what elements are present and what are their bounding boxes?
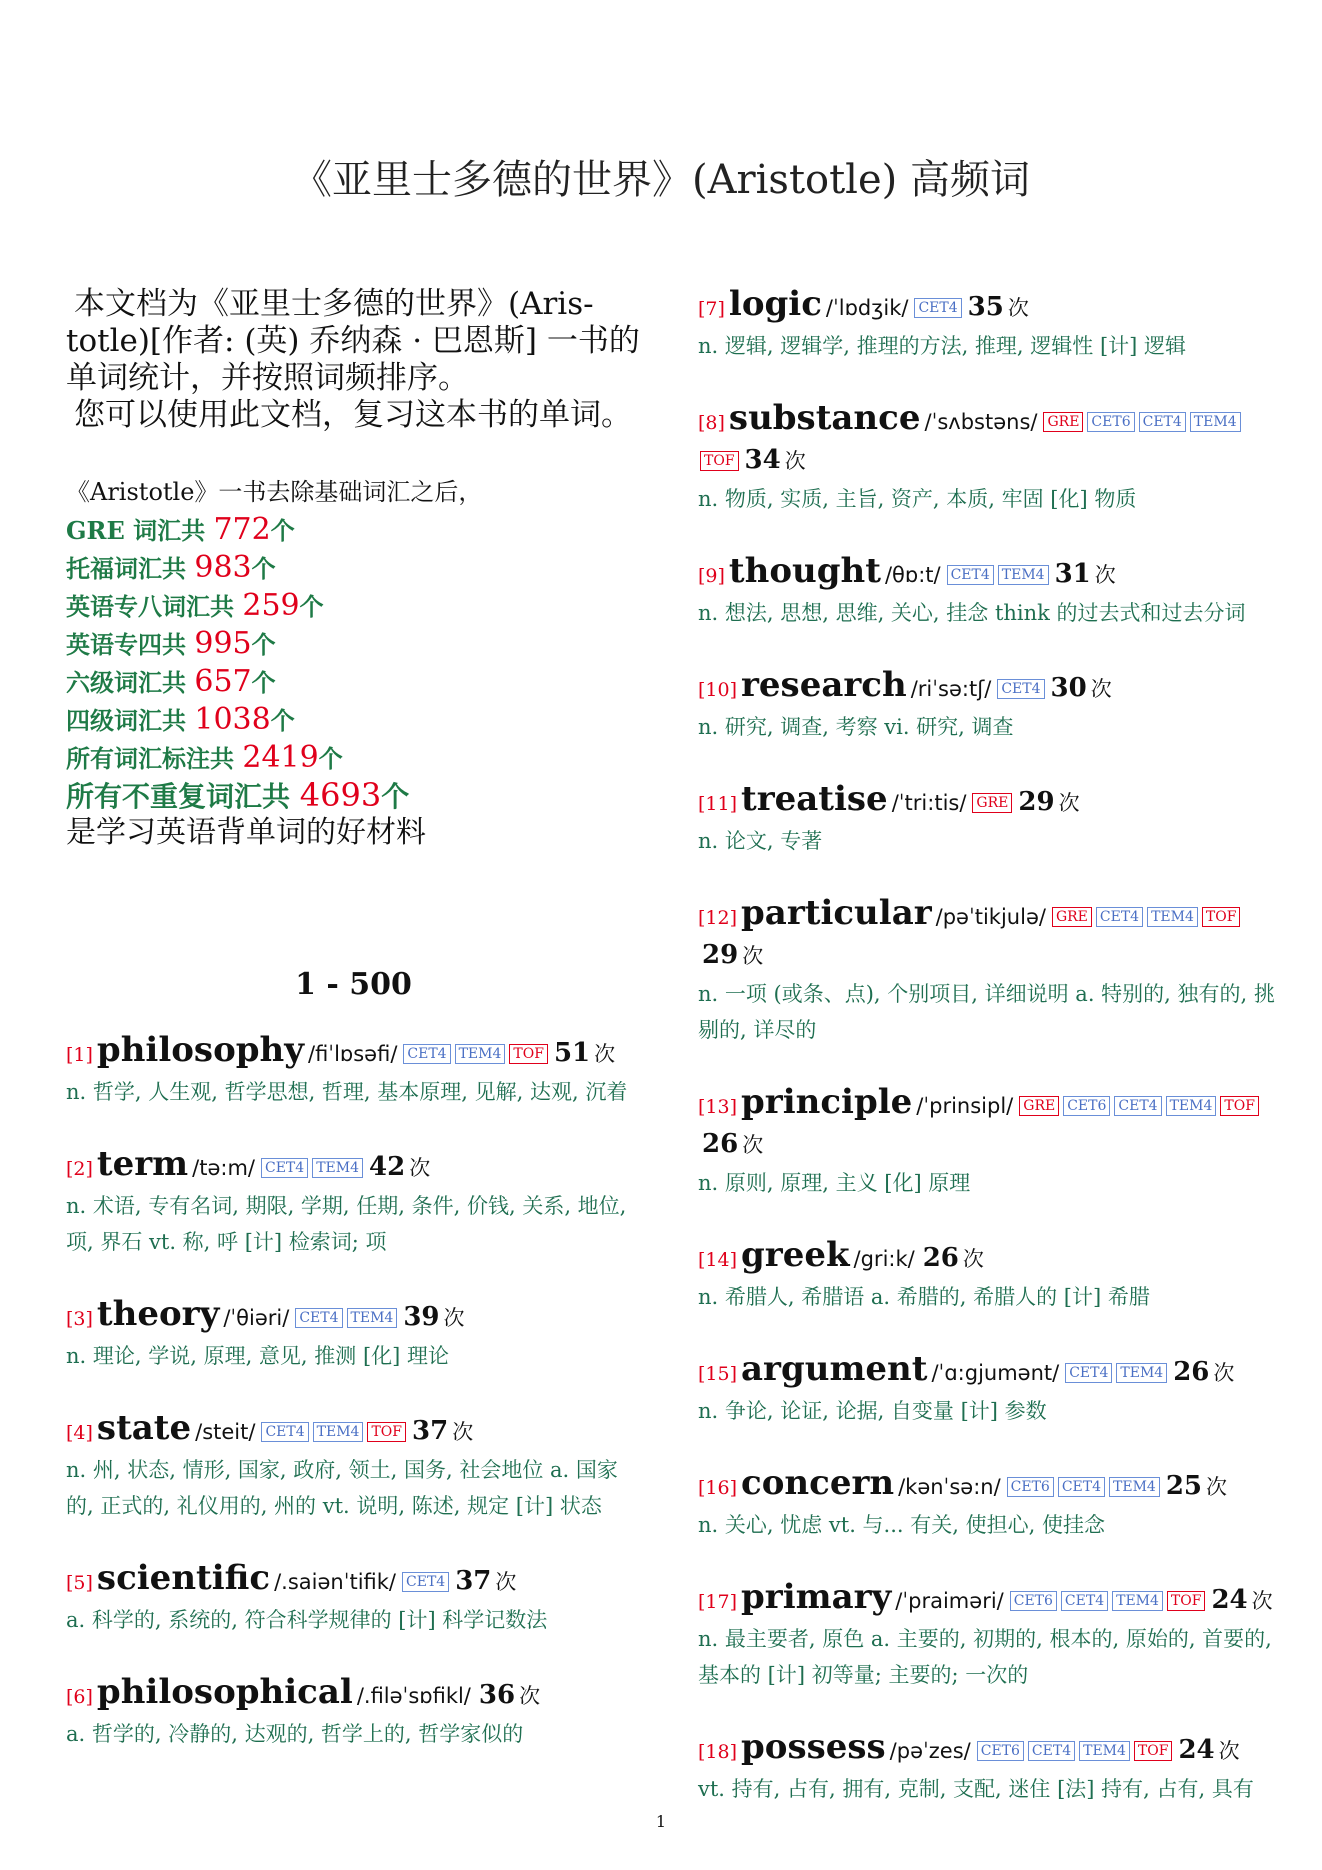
entry-count-unit: 次: [1090, 677, 1112, 701]
entry-count-unit: 次: [1094, 563, 1116, 587]
word-entry: [698, 1237, 1278, 1315]
entry-count: 37: [455, 1566, 492, 1596]
exam-tag-badge: TEM4: [1079, 1741, 1130, 1761]
entry-definition: vt. 持有, 占有, 拥有, 克制, 支配, 迷住 [法] 持有, 占有, 具有: [698, 1777, 1254, 1801]
entry-count-unit: 次: [1058, 791, 1080, 815]
stat-label: 六级词汇共: [66, 668, 195, 697]
entry-count: 36: [478, 1680, 516, 1710]
entry-count: 34: [744, 445, 781, 475]
left-column: [66, 286, 641, 1788]
entry-phonetic: /fiˈlɒsəfi/: [308, 1042, 398, 1066]
entry-count: 30: [1050, 673, 1087, 703]
entry-definition: n. 想法, 思想, 思维, 关心, 挂念 think 的过去式和过去分词: [698, 601, 1246, 625]
stat-row: [66, 549, 641, 587]
entry-definition: n. 争论, 论证, 论据, 自变量 [计] 参数: [698, 1399, 1047, 1423]
entry-count: 26: [702, 1129, 739, 1159]
entry-index: [10]: [698, 679, 738, 701]
exam-tag-badge: TEM4: [1190, 412, 1241, 432]
stat-count: 2419: [242, 740, 319, 775]
entry-head: [698, 895, 1278, 976]
exam-tag-badge: TEM4: [1109, 1477, 1160, 1497]
entry-index: [14]: [698, 1249, 738, 1271]
entry-count: 31: [1054, 559, 1091, 589]
word-entry: [698, 895, 1278, 1048]
entry-index: [9]: [698, 565, 725, 587]
exam-tag-badge: CET4: [1058, 1477, 1105, 1497]
exam-tag-badge: GRE: [972, 793, 1012, 813]
stat-label: 英语专四共: [66, 630, 195, 659]
entry-phonetic: /gri:k/: [853, 1247, 915, 1271]
stat-row: [66, 511, 641, 549]
entry-definition: n. 原则, 原理, 主义 [化] 原理: [698, 1171, 971, 1195]
entry-phonetic: /ˈsʌbstəns/: [924, 410, 1038, 434]
entry-index: [3]: [66, 1308, 93, 1330]
entry-count: 24: [1178, 1735, 1215, 1765]
exam-tag-badge: GRE: [1052, 907, 1092, 927]
stat-count: 657: [194, 664, 252, 699]
entry-word: scientific: [96, 1558, 271, 1598]
entry-count-unit: 次: [742, 1133, 764, 1157]
page-title: 《亚里士多德的世界》(Aristotle) 高频词: [292, 157, 1030, 203]
entry-phonetic: /riˈsə:tʃ/: [910, 677, 992, 701]
entry-head: [66, 1410, 641, 1452]
entry-head: [698, 1351, 1278, 1393]
exam-tag-badge: CET4: [997, 679, 1044, 699]
entry-count: 24: [1211, 1585, 1248, 1615]
entry-count: 35: [967, 292, 1004, 322]
stat-suffix: 个: [251, 554, 276, 583]
stat-suffix: 个: [251, 630, 276, 659]
entry-index: [15]: [698, 1363, 738, 1385]
exam-tag-badge: GRE: [1043, 412, 1083, 432]
stat-label: GRE 词汇共: [66, 516, 214, 545]
entry-word: thought: [728, 551, 881, 591]
entry-word: particular: [741, 893, 932, 933]
entry-count-unit: 次: [409, 1156, 431, 1180]
word-entry: [698, 667, 1278, 745]
exam-tag-badge: CET4: [261, 1158, 308, 1178]
entry-count-unit: 次: [1213, 1361, 1235, 1385]
entry-index: [1]: [66, 1044, 93, 1066]
stat-count: 259: [242, 588, 300, 623]
exam-tag-badge: CET4: [1139, 412, 1186, 432]
exam-tag-badge: TOF: [1202, 907, 1241, 927]
exam-tag-badge: CET4: [1114, 1096, 1161, 1116]
word-entry: [698, 400, 1278, 517]
entry-head: [66, 1296, 641, 1338]
stat-row: [66, 663, 641, 701]
entry-head: [66, 1560, 641, 1602]
entry-phonetic: /tə:m/: [192, 1156, 255, 1180]
entry-phonetic: /ˈθiəri/: [223, 1306, 290, 1330]
exam-tag-badge: CET4: [403, 1044, 450, 1064]
entry-count-unit: 次: [1218, 1739, 1240, 1763]
entry-phonetic: /ˈpraiməri/: [895, 1589, 1004, 1613]
entry-word: philosophy: [96, 1030, 304, 1070]
exam-tag-badge: CET4: [1065, 1363, 1112, 1383]
entry-definition: n. 希腊人, 希腊语 a. 希腊的, 希腊人的 [计] 希腊: [698, 1285, 1150, 1309]
word-entry: [698, 781, 1278, 859]
exam-tag-badge: CET4: [1028, 1741, 1075, 1761]
entry-definition: n. 州, 状态, 情形, 国家, 政府, 领土, 国务, 社会地位 a. 国家的, 正式的, 礼仪用的, 州的 vt. 说明, 陈述, 规定 [计] 状态: [66, 1458, 618, 1518]
entry-index: [13]: [698, 1096, 738, 1118]
entry-index: [16]: [698, 1477, 738, 1499]
entry-index: [8]: [698, 412, 725, 434]
entry-word: state: [96, 1408, 192, 1448]
right-column: [698, 286, 1278, 1843]
entry-count-unit: 次: [594, 1042, 616, 1066]
entry-word: philosophical: [96, 1672, 353, 1712]
entry-count: 51: [553, 1038, 591, 1068]
exam-tag-badge: TEM4: [1166, 1096, 1217, 1116]
stat-count: 995: [194, 626, 252, 661]
entry-word: treatise: [741, 779, 888, 819]
entry-word: research: [741, 665, 907, 705]
entry-index: [18]: [698, 1741, 738, 1763]
exam-tag-badge: TOF: [509, 1044, 548, 1064]
entry-phonetic: /kənˈsə:n/: [898, 1475, 1001, 1499]
exam-tag-badge: CET4: [1061, 1591, 1108, 1611]
word-entry: [698, 286, 1278, 364]
stats-list: [66, 511, 641, 815]
exam-tag-badge: TOF: [700, 451, 739, 471]
word-entry: [698, 1084, 1278, 1201]
exam-tag-badge: TEM4: [312, 1158, 363, 1178]
stat-label: 英语专八词汇共: [66, 592, 243, 621]
entry-count-unit: 次: [443, 1306, 465, 1330]
entry-word: argument: [741, 1349, 928, 1389]
left-entries: [66, 1032, 641, 1752]
exam-tag-badge: CET6: [1063, 1096, 1110, 1116]
entry-definition: n. 哲学, 人生观, 哲学思想, 哲理, 基本原理, 见解, 达观, 沉着: [66, 1080, 628, 1104]
intro-line-2: 您可以使用此文档，复习这本书的单词。: [74, 397, 632, 433]
exam-tag-badge: TEM4: [313, 1422, 364, 1442]
entry-head: [66, 1674, 641, 1716]
word-entry: [698, 1579, 1278, 1693]
entry-count: 26: [922, 1243, 959, 1273]
entry-count: 26: [1173, 1357, 1210, 1387]
entry-count: 37: [412, 1416, 449, 1446]
entry-count-unit: 次: [519, 1684, 541, 1708]
word-entry: [698, 1465, 1278, 1543]
exam-tag-badge: TOF: [1220, 1096, 1259, 1116]
stats-lead: 《Aristotle》一书去除基础词汇之后，: [66, 478, 483, 506]
stat-suffix: 个: [381, 780, 410, 813]
entry-definition: n. 最主要者, 原色 a. 主要的, 初期的, 根本的, 原始的, 首要的, 基本的 [计] 初等量; 主要的; 一次的: [698, 1627, 1272, 1687]
word-entry: [698, 1729, 1278, 1807]
entry-index: [12]: [698, 907, 738, 929]
entry-head: [66, 1032, 641, 1074]
entry-count-unit: 次: [742, 944, 764, 968]
entry-definition: n. 论文, 专著: [698, 829, 823, 853]
entry-count: 29: [1018, 787, 1055, 817]
stat-row: [66, 739, 641, 777]
entry-phonetic: /.filəˈsɒfikl/: [356, 1684, 471, 1708]
exam-tag-badge: CET4: [1096, 907, 1143, 927]
entry-index: [17]: [698, 1591, 738, 1613]
entry-count-unit: 次: [1007, 296, 1029, 320]
stat-row: [66, 587, 641, 625]
entry-phonetic: /ˈtri:tis/: [891, 791, 967, 815]
entry-head: [698, 286, 1278, 328]
entry-word: primary: [741, 1577, 892, 1617]
entry-head: [698, 667, 1278, 709]
stat-suffix: 个: [318, 744, 343, 773]
exam-tag-badge: TEM4: [455, 1044, 506, 1064]
entry-index: [5]: [66, 1572, 93, 1594]
exam-tag-badge: CET4: [914, 298, 961, 318]
entry-count-unit: 次: [1206, 1475, 1228, 1499]
entry-definition: n. 术语, 专有名词, 期限, 学期, 任期, 条件, 价钱, 关系, 地位, 项, 界石 vt. 称, 呼 [计] 检索词; 项: [66, 1194, 627, 1254]
right-entries: [698, 286, 1278, 1807]
entry-index: [4]: [66, 1422, 93, 1444]
entry-head: [698, 1465, 1278, 1507]
stat-suffix: 个: [299, 592, 324, 621]
stat-label: 所有词汇标注共: [66, 744, 243, 773]
word-entry: [66, 1296, 641, 1374]
exam-tag-badge: TEM4: [347, 1308, 398, 1328]
entry-word: greek: [741, 1235, 850, 1275]
entry-count-unit: 次: [784, 449, 806, 473]
stat-count: 1038: [194, 702, 271, 737]
entry-count: 42: [369, 1152, 406, 1182]
stat-count: 772: [213, 512, 271, 547]
exam-tag-badge: TEM4: [1147, 907, 1198, 927]
entry-definition: a. 科学的, 系统的, 符合科学规律的 [计] 科学记数法: [66, 1608, 548, 1632]
stat-suffix: 个: [251, 668, 276, 697]
entry-word: concern: [741, 1463, 895, 1503]
entry-word: logic: [728, 284, 822, 324]
entry-head: [698, 1579, 1278, 1621]
stats-block: [66, 474, 641, 851]
exam-tag-badge: CET6: [1007, 1477, 1054, 1497]
entry-index: [2]: [66, 1158, 93, 1180]
entry-count-unit: 次: [1251, 1589, 1273, 1613]
entry-count-unit: 次: [452, 1420, 474, 1444]
word-entry: [66, 1560, 641, 1638]
entry-definition: n. 逻辑, 逻辑学, 推理的方法, 推理, 逻辑性 [计] 逻辑: [698, 334, 1187, 358]
entry-head: [66, 1146, 641, 1188]
exam-tag-badge: TEM4: [1116, 1363, 1167, 1383]
word-entry: [66, 1146, 641, 1260]
entry-phonetic: /pəˈtikjulə/: [935, 905, 1046, 929]
entry-definition: a. 哲学的, 冷静的, 达观的, 哲学上的, 哲学家似的: [66, 1722, 524, 1746]
entry-count: 29: [702, 940, 739, 970]
entry-definition: n. 理论, 学说, 原理, 意见, 推测 [化] 理论: [66, 1344, 450, 1368]
entry-phonetic: /ˈprinsipl/: [916, 1094, 1014, 1118]
entry-phonetic: /θɒ:t/: [884, 563, 941, 587]
entry-head: [698, 1729, 1278, 1771]
stat-count: 983: [194, 550, 252, 585]
intro-line-1: 本文档为《亚里士多德的世界》(Aris-totle)[作者: (英) 乔纳森 · 巴恩斯] 一书的单词统计，并按照词频排序。: [66, 286, 640, 396]
word-entry: [66, 1410, 641, 1524]
entry-count: 39: [403, 1302, 440, 1332]
entry-word: substance: [728, 398, 921, 438]
exam-tag-badge: TEM4: [998, 565, 1049, 585]
word-entry: [66, 1032, 641, 1110]
entry-phonetic: /ˈɑ:gjumənt/: [931, 1361, 1060, 1385]
entry-count-unit: 次: [495, 1570, 517, 1594]
stat-row: [66, 777, 641, 815]
stat-row: [66, 701, 641, 739]
stat-row: [66, 625, 641, 663]
word-entry: [66, 1674, 641, 1752]
exam-tag-badge: TOF: [1167, 1591, 1206, 1611]
entry-head: [698, 781, 1278, 823]
entry-phonetic: /steit/: [195, 1420, 256, 1444]
stat-suffix: 个: [270, 516, 295, 545]
entry-index: [11]: [698, 793, 738, 815]
exam-tag-badge: CET6: [1010, 1591, 1057, 1611]
entry-phonetic: /ˈlɒdʒik/: [825, 296, 909, 320]
entry-count-unit: 次: [962, 1247, 984, 1271]
entry-head: [698, 1084, 1278, 1165]
entry-definition: n. 物质, 实质, 主旨, 资产, 本质, 牢固 [化] 物质: [698, 487, 1137, 511]
stats-tail: 是学习英语背单词的好材料: [66, 815, 426, 850]
exam-tag-badge: CET4: [947, 565, 994, 585]
exam-tag-badge: TOF: [367, 1422, 406, 1442]
entry-index: [6]: [66, 1686, 93, 1708]
entry-count: 25: [1165, 1471, 1203, 1501]
exam-tag-badge: TEM4: [1112, 1591, 1163, 1611]
exam-tag-badge: CET4: [295, 1308, 342, 1328]
exam-tag-badge: CET4: [402, 1572, 449, 1592]
exam-tag-badge: CET6: [977, 1741, 1024, 1761]
entry-head: [698, 1237, 1278, 1279]
entry-phonetic: /.saiənˈtifik/: [274, 1570, 397, 1594]
entry-definition: n. 关心, 忧虑 vt. 与... 有关, 使担心, 使挂念: [698, 1513, 1105, 1537]
exam-tag-badge: GRE: [1019, 1096, 1059, 1116]
entry-word: principle: [741, 1082, 913, 1122]
entry-definition: n. 研究, 调查, 考察 vi. 研究, 调查: [698, 715, 1014, 739]
exam-tag-badge: TOF: [1134, 1741, 1173, 1761]
entry-definition: n. 一项 (或条、点), 个别项目, 详细说明 a. 特别的, 独有的, 挑剔的, 详尽的: [698, 982, 1275, 1042]
stat-suffix: 个: [270, 706, 295, 735]
entry-word: term: [96, 1144, 189, 1184]
intro: [66, 286, 641, 434]
word-entry: [698, 1351, 1278, 1429]
entry-word: possess: [741, 1727, 886, 1767]
range-heading: 1 - 500: [295, 967, 412, 1002]
word-entry: [698, 553, 1278, 631]
stat-count: 4693: [299, 776, 382, 814]
page-number: 1: [655, 1812, 667, 1831]
entry-head: [698, 553, 1278, 595]
entry-phonetic: /pəˈzes/: [889, 1739, 971, 1763]
exam-tag-badge: CET6: [1087, 412, 1134, 432]
stat-label: 四级词汇共: [66, 706, 195, 735]
entry-word: theory: [96, 1294, 220, 1334]
stat-label: 所有不重复词汇共: [66, 780, 300, 813]
entry-head: [698, 400, 1278, 481]
entry-index: [7]: [698, 298, 725, 320]
stat-label: 托福词汇共: [66, 554, 195, 583]
exam-tag-badge: CET4: [261, 1422, 308, 1442]
